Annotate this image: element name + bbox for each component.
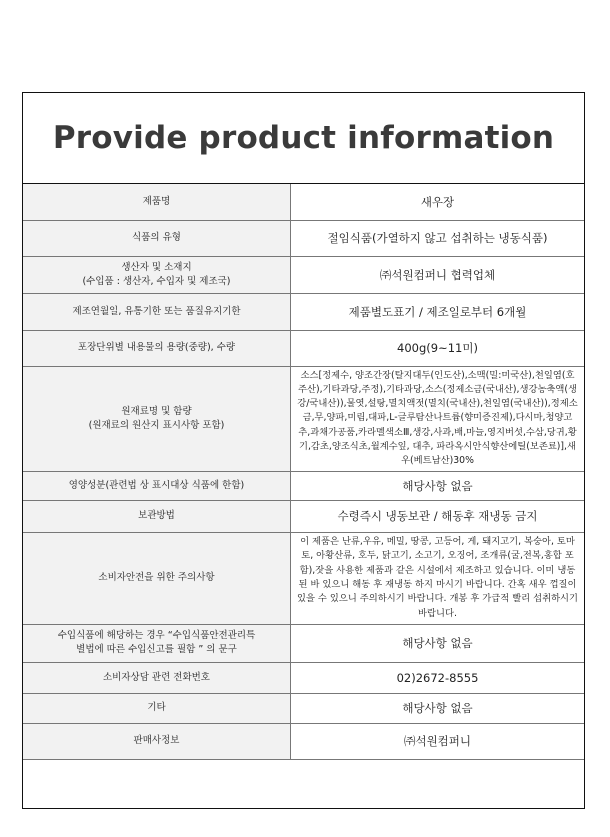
product-info-table [23, 184, 584, 760]
row-value: 해당사항 없음 [291, 471, 585, 500]
row-label: 생산자 및 소재지 (수입품 : 생산자, 수입자 및 제조국) [23, 256, 291, 293]
table-row [23, 366, 584, 471]
table-row [23, 256, 584, 293]
row-value: ㈜석원컴퍼니 협력업체 [291, 256, 585, 293]
table-row [23, 471, 584, 500]
row-value: 제품별도표기 / 제조일로부터 6개월 [291, 293, 585, 330]
table-row [23, 220, 584, 256]
ingredients-value: 소스[정제수, 양조간장(탈지대두(인도산),소맥(밀:미국산),천일염(호주산),기타과당,주정),기타과당,소스(정제소금(국내산),생강농축액(생강/국내산)),물엿,설탕,멸치액젓(멸치(국내산),천일염(국내산)),정제소금,무,양파,미림,대파,L-글루탐산나트륨(향미증진제),다시마,청양고추,과채가공품,카라멜색소Ⅲ,생강,사과,배,마늘,영지버섯,수삼,당귀,황기,감초,양조식초,월계수잎, 대추, 파라옥시안식향산에틸(보존료)],새우(베트남산)30% [291, 366, 585, 471]
row-label: 제조연월일, 유통기한 또는 품질유지기한 [23, 293, 291, 330]
row-value: 수령즉시 냉동보관 / 해동후 재냉동 금지 [291, 500, 585, 532]
row-label: 기타 [23, 693, 291, 723]
table-row [23, 500, 584, 532]
product-info-sheet [22, 92, 585, 809]
phone-value: 02)2672-8555 [291, 662, 585, 693]
table-row [23, 662, 584, 693]
row-label: 제품명 [23, 184, 291, 220]
row-value: ㈜석원컴퍼니 [291, 723, 585, 759]
row-label: 수입식품에 해당하는 경우 “수입식품안전관리특 별법에 따른 수입신고를 필함 ” 의 문구 [23, 624, 291, 662]
row-label: 식품의 유형 [23, 220, 291, 256]
title-bar [23, 93, 584, 184]
row-label: 소비자안전을 위한 주의사항 [23, 532, 291, 624]
row-label: 영양성분(관련법 상 표시대상 식품에 한함) [23, 471, 291, 500]
table-row [23, 624, 584, 662]
table-row [23, 293, 584, 330]
row-value: 해당사항 없음 [291, 624, 585, 662]
row-label: 소비자상담 관련 전화번호 [23, 662, 291, 693]
row-value: 절임식품(가열하지 않고 섭취하는 냉동식품) [291, 220, 585, 256]
row-label: 보관방법 [23, 500, 291, 532]
page-title: Provide product information [52, 120, 555, 156]
row-value: 400g(9~11미) [291, 330, 585, 366]
row-value: 해당사항 없음 [291, 693, 585, 723]
table-row [23, 330, 584, 366]
row-label: 포장단위별 내용물의 용량(중량), 수량 [23, 330, 291, 366]
table-row [23, 693, 584, 723]
table-row [23, 532, 584, 624]
caution-value: 이 제품은 난류,우유, 메밀, 땅콩, 고등어, 게, 돼지고기, 복숭아, 토마토, 아황산류, 호두, 닭고기, 소고기, 오징어, 조개류(굴,전복,홍합 포함),잣을 사용한 제품과 같은 시설에서 제조하고 있습니다. 이미 냉동된 바 있으니 해동 후 재냉동 하지 마시기 바랍니다. 간혹 새우 껍질이 있을 수 있으니 주의하시기 바랍니다. 개봉 후 가급적 빨리 섭취하시기 바랍니다. [291, 532, 585, 624]
table-row [23, 184, 584, 220]
table-row [23, 723, 584, 759]
row-value: 새우장 [291, 184, 585, 220]
row-label: 원재료명 및 함량 (원재료의 원산지 표시사항 포함) [23, 366, 291, 471]
row-label: 판매사정보 [23, 723, 291, 759]
